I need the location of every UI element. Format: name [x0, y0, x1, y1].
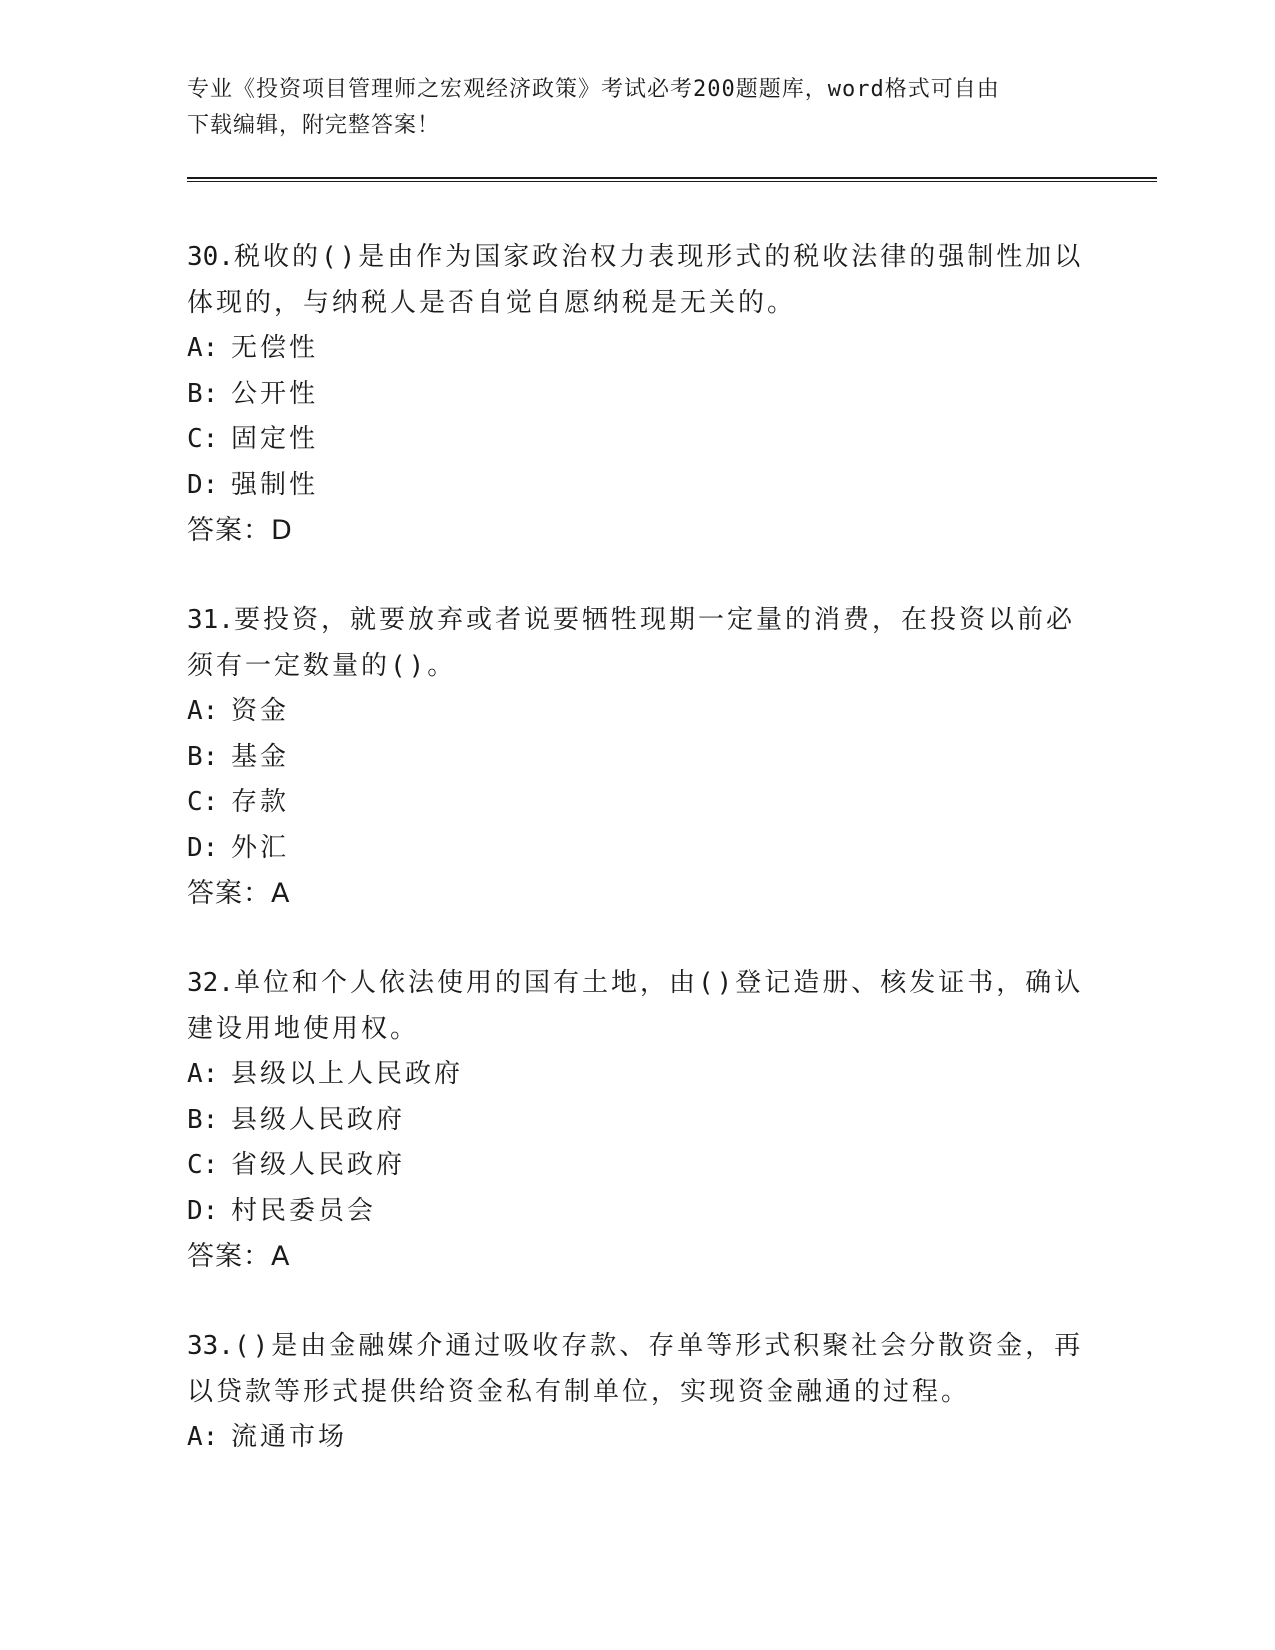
- option-text: 强制性: [231, 469, 319, 500]
- header-line-1: 专业《投资项目管理师之宏观经济政策》考试必考200题题库，word格式可自由: [187, 77, 1000, 102]
- option-d: [187, 463, 1087, 509]
- option-letter: C:: [187, 787, 219, 817]
- question-stem-line-2: 须有一定数量的()。: [187, 651, 457, 681]
- question-list: [187, 234, 1087, 1504]
- option-text: 公开性: [231, 378, 319, 409]
- question-31: [187, 597, 1087, 917]
- question-30: [187, 234, 1087, 554]
- question-33: [187, 1323, 1087, 1461]
- option-text: 外汇: [231, 832, 290, 863]
- answer-line: 答案：A: [187, 878, 291, 909]
- option-letter: D:: [187, 1195, 219, 1226]
- option-text: 流通市场: [231, 1422, 348, 1452]
- option-a: [187, 326, 1087, 372]
- option-d: [187, 826, 1087, 872]
- option-a: [187, 689, 1087, 735]
- option-text: 存款: [231, 787, 290, 817]
- option-letter: A:: [187, 696, 219, 726]
- option-letter: D:: [187, 469, 219, 500]
- question-32: [187, 960, 1087, 1280]
- question-stem-line-1: 单位和个人依法使用的国有土地，由()登记造册、核发证书，确认: [233, 968, 1084, 998]
- question-stem: [187, 597, 1087, 643]
- answer-line: 答案：A: [187, 1241, 291, 1272]
- option-text: 县级以上人民政府: [231, 1059, 464, 1089]
- question-stem: [187, 960, 1087, 1006]
- option-c: [187, 1143, 1087, 1189]
- header-divider: [187, 177, 1157, 182]
- question-stem-line-1: ()是由金融媒介通过吸收存款、存单等形式积聚社会分散资金，再: [233, 1331, 1084, 1361]
- option-a: [187, 1052, 1087, 1098]
- document-header: [187, 72, 1067, 144]
- option-letter: C:: [187, 1150, 219, 1180]
- question-number: 33.: [187, 1331, 234, 1361]
- option-c: [187, 417, 1087, 463]
- option-letter: B:: [187, 1104, 219, 1135]
- option-letter: A:: [187, 333, 219, 363]
- option-letter: D:: [187, 832, 219, 863]
- question-stem: [187, 234, 1087, 280]
- option-b: [187, 372, 1087, 418]
- option-letter: A:: [187, 1422, 219, 1452]
- option-text: 省级人民政府: [231, 1150, 406, 1180]
- option-text: 县级人民政府: [231, 1104, 406, 1135]
- question-stem-line-1: 要投资，就要放弃或者说要牺牲现期一定量的消费，在投资以前必: [233, 605, 1075, 635]
- option-letter: B:: [187, 741, 219, 772]
- option-text: 基金: [231, 741, 290, 772]
- option-a: [187, 1415, 1087, 1461]
- answer-line: 答案：D: [187, 515, 293, 546]
- question-number: 32.: [187, 968, 234, 998]
- option-text: 固定性: [231, 424, 319, 454]
- question-number: 31.: [187, 605, 234, 635]
- option-b: [187, 1098, 1087, 1144]
- option-letter: A:: [187, 1059, 219, 1089]
- option-d: [187, 1189, 1087, 1235]
- option-c: [187, 780, 1087, 826]
- option-letter: B:: [187, 378, 219, 409]
- option-text: 村民委员会: [231, 1195, 377, 1226]
- question-stem: [187, 1323, 1087, 1369]
- question-stem-line-1: 税收的()是由作为国家政治权力表现形式的税收法律的强制性加以: [233, 242, 1084, 272]
- option-text: 无偿性: [231, 333, 319, 363]
- option-text: 资金: [231, 696, 290, 726]
- question-stem-line-2: 建设用地使用权。: [187, 1014, 420, 1044]
- option-letter: C:: [187, 424, 219, 454]
- option-b: [187, 735, 1087, 781]
- header-line-2: 下载编辑，附完整答案！: [187, 113, 441, 138]
- question-number: 30.: [187, 242, 234, 272]
- question-stem-line-2: 体现的，与纳税人是否自觉自愿纳税是无关的。: [187, 288, 797, 318]
- question-stem-line-2: 以贷款等形式提供给资金私有制单位，实现资金融通的过程。: [187, 1377, 971, 1407]
